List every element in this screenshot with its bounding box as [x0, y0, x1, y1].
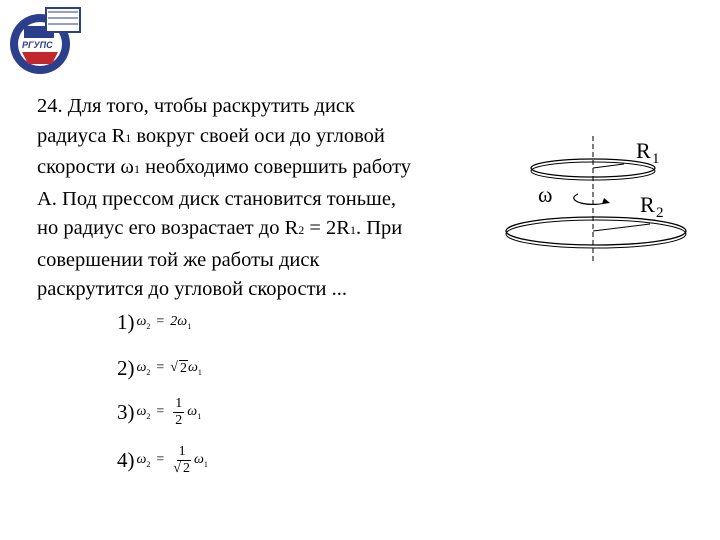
subscript: 1 [203, 459, 208, 469]
option-formula [137, 314, 192, 330]
numerator: 1 [178, 443, 186, 459]
fraction [173, 396, 184, 429]
answer-option-1[interactable] [117, 302, 191, 342]
sqrt-sign: √ [173, 460, 181, 476]
subscript: 2 [146, 411, 151, 421]
problem-line: раскрутится до угловой скорости ... [37, 278, 348, 300]
problem-line: вокруг своей оси до угловой [131, 124, 385, 147]
denominator: 2 [175, 412, 183, 428]
subscript: 1 [187, 321, 192, 331]
sqrt-sign: √ [170, 360, 178, 375]
subscript: 2 [298, 223, 305, 237]
label-r2-sub: 2 [656, 205, 664, 221]
problem-line: радиуса R [37, 124, 126, 147]
answer-option-4[interactable] [117, 440, 208, 480]
answer-option-3[interactable] [117, 392, 201, 432]
option-formula [137, 444, 208, 477]
symbol: ω [187, 360, 198, 375]
option-number: 4) [117, 447, 135, 472]
problem-line: = 2R [304, 217, 350, 239]
option-number: 3) [117, 399, 135, 424]
problem-line: необходимо совершить работу [139, 156, 412, 178]
equals: = [156, 452, 165, 467]
symbol: ω [193, 452, 204, 467]
problem-line: совершении той же работы диск [37, 248, 320, 271]
subscript: 1 [133, 162, 140, 176]
subscript: 1 [197, 367, 202, 377]
problem-line: но радиус его возрастает до R [37, 217, 299, 239]
problem-text [37, 92, 507, 305]
problem-line: А. Под прессом диск становится тоньше, [37, 187, 397, 210]
problem-number: 24. [37, 95, 63, 117]
symbol: ω [136, 452, 147, 467]
subscript: 2 [146, 459, 151, 469]
label-r2: R [640, 192, 655, 217]
option-formula [137, 396, 202, 429]
label-r1: R [636, 138, 651, 163]
equals: = [156, 404, 165, 419]
symbol: ω [136, 314, 147, 329]
numerator: 1 [175, 395, 183, 411]
symbol: ω [187, 404, 198, 419]
subscript: 2 [146, 367, 151, 377]
subscript: 1 [197, 411, 202, 421]
answer-option-2[interactable] [117, 348, 202, 388]
symbol: ω [136, 404, 147, 419]
equals: = [156, 314, 165, 329]
subscript: 1 [125, 130, 132, 145]
subscript: 2 [146, 321, 151, 331]
fraction [173, 444, 191, 477]
radicand: 2 [179, 360, 187, 376]
symbol: ω [136, 360, 147, 375]
option-formula [137, 360, 202, 377]
radicand: 2 [182, 460, 190, 476]
university-logo [2, 2, 84, 80]
label-r1-sub: 1 [652, 151, 660, 167]
symbol: 2ω [170, 314, 188, 329]
problem-line: скорости ω [37, 156, 134, 178]
label-omega: ω [538, 182, 553, 207]
option-number: 1) [117, 309, 135, 334]
option-number: 2) [117, 355, 135, 380]
problem-line: . При [356, 217, 403, 239]
disc-figure [500, 136, 700, 266]
subscript: 1 [350, 223, 356, 237]
equals: = [156, 360, 165, 375]
logo-text: РГУПС [22, 40, 53, 50]
problem-line: Для того, чтобы раскрутить диск [67, 95, 355, 117]
